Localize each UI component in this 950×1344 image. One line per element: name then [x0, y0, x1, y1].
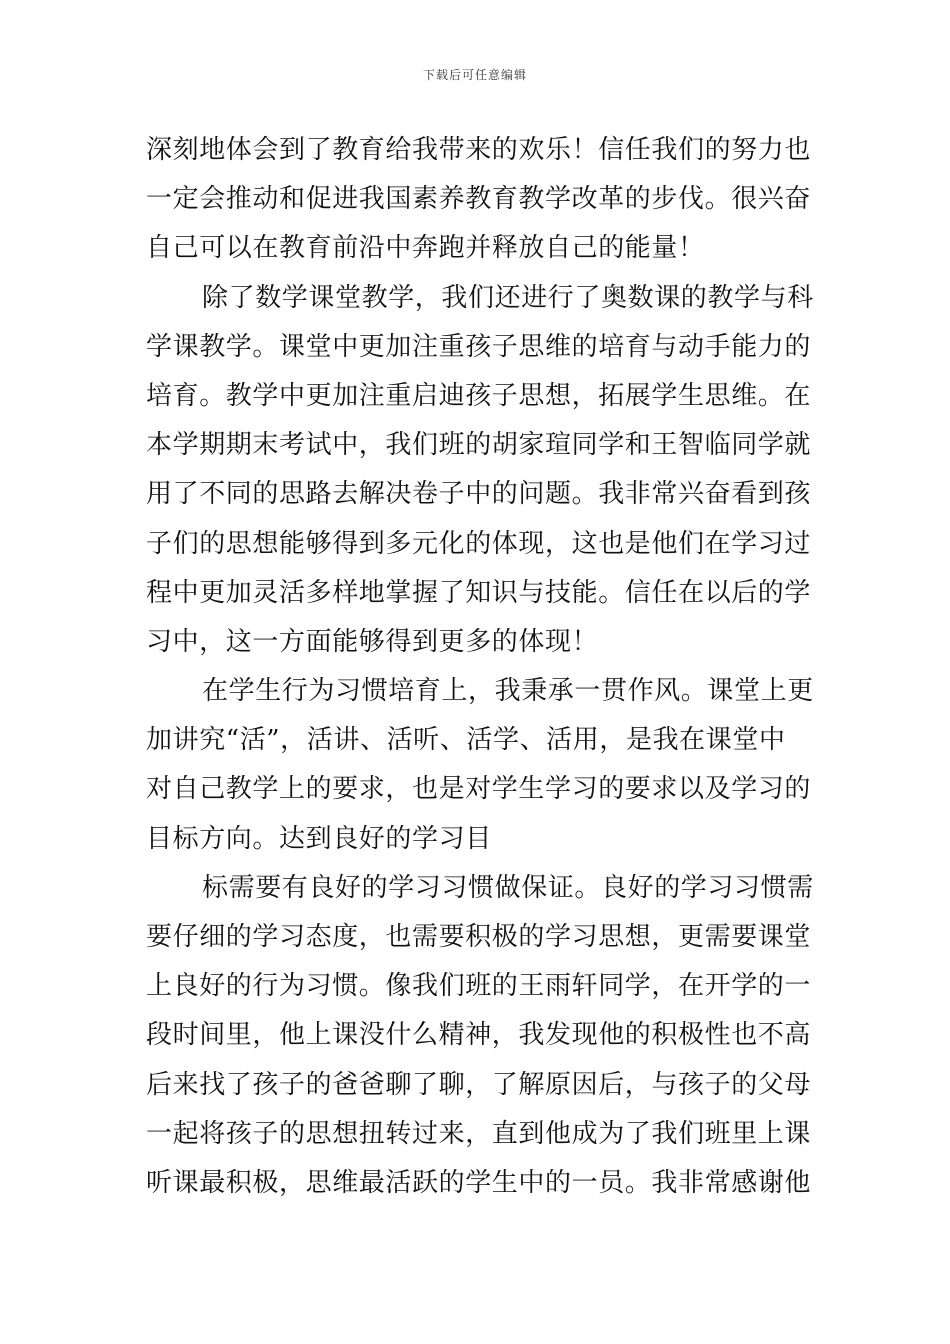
- text-line: 目标方向。达到良好的学习目: [146, 823, 492, 854]
- paragraph-first-line: 除了数学课堂教学，我们还进行了奥数课的教学与科: [202, 282, 814, 313]
- page-header-note: 下载后可任意编辑: [422, 68, 527, 82]
- text-line: 听课最积极，思维最活跃的学生中的一员。我非常感谢他: [146, 1167, 812, 1198]
- text-line: 本学期期末考试中，我们班的胡家瑄同学和王智临同学就: [146, 430, 812, 461]
- text-line: 用了不同的思路去解决卷子中的问题。我非常兴奋看到孩: [146, 479, 812, 510]
- text-line: 后来找了孩子的爸爸聊了聊，了解原因后，与孩子的父母: [146, 1069, 812, 1100]
- text-line: 加讲究“活”，活讲、活听、活学、活用，是我在课堂中: [146, 725, 786, 756]
- paragraph-first-line: 标需要有良好的学习习惯做保证。良好的学习习惯需: [202, 872, 814, 903]
- document-body: [146, 126, 814, 1208]
- text-line: 习中，这一方面能够得到更多的体现！: [146, 626, 599, 657]
- text-line: 要仔细的学习态度，也需要积极的学习思想，更需要课堂: [146, 922, 812, 952]
- text-line: 深刻地体会到了教育给我带来的欢乐！信任我们的努力也: [146, 135, 812, 165]
- text-line: 一定会推动和促进我国素养教育教学改革的步伐。很兴奋: [146, 184, 812, 215]
- text-line: 学课教学。课堂中更加注重孩子思维的培育与动手能力的: [146, 331, 812, 362]
- text-line: 程中更加灵活多样地掌握了知识与技能。信任在以后的学: [146, 577, 812, 608]
- text-line: 一起将孩子的思想扭转过来，直到他成为了我们班里上课: [146, 1118, 812, 1149]
- text-line: 对自己教学上的要求，也是对学生学习的要求以及学习的: [146, 774, 812, 805]
- paragraph-first-line: 在学生行为习惯培育上，我秉承一贯作风。课堂上更: [202, 676, 814, 707]
- text-line: 培育。教学中更加注重启迪孩子思想，拓展学生思维。在: [146, 380, 812, 411]
- text-line: 自己可以在教育前沿中奔跑并释放自己的能量！: [146, 233, 705, 264]
- text-line: 段时间里，他上课没什么精神，我发现他的积极性也不高: [146, 1020, 812, 1051]
- text-line: 子们的思想能够得到多元化的体现，这也是他们在学习过: [146, 528, 812, 559]
- text-line: 上良好的行为习惯。像我们班的王雨轩同学，在开学的一: [146, 971, 812, 1002]
